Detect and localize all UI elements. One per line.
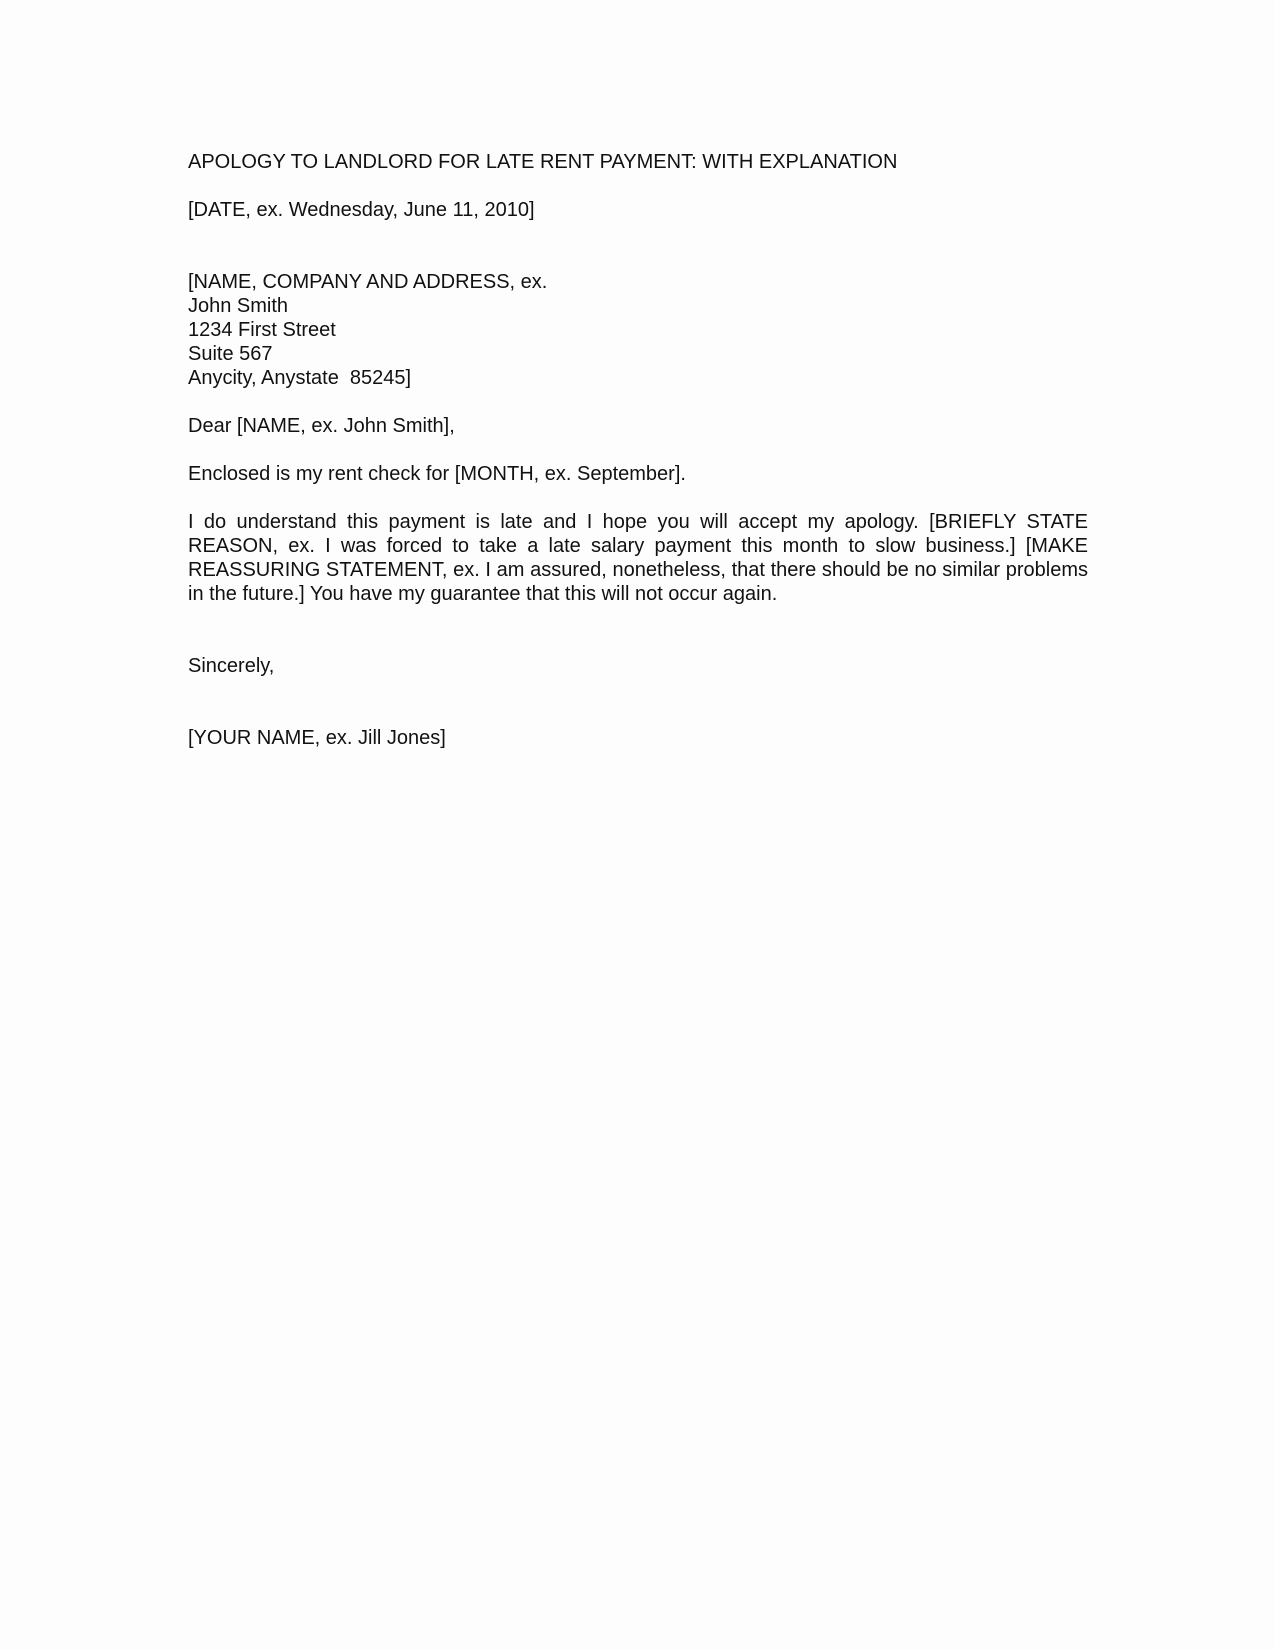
letter-date: [DATE, ex. Wednesday, June 11, 2010] xyxy=(188,199,535,221)
address-line-1: [NAME, COMPANY AND ADDRESS, ex. xyxy=(188,271,548,293)
address-line-2: John Smith xyxy=(188,295,289,317)
closing: Sincerely, xyxy=(188,655,275,677)
letter-title: APOLOGY TO LANDLORD FOR LATE RENT PAYMENT: WITH EXPLANATION xyxy=(188,151,898,173)
paragraph-enclosure: Enclosed is my rent check for [MONTH, ex. September]. xyxy=(188,463,686,485)
address-line-5: Anycity, Anystate 85245] xyxy=(188,367,412,389)
salutation: Dear [NAME, ex. John Smith], xyxy=(188,415,455,437)
signature: [YOUR NAME, ex. Jill Jones] xyxy=(188,727,446,749)
address-line-3: 1234 First Street xyxy=(188,319,336,341)
recipient-address xyxy=(188,270,1088,390)
address-line-4: Suite 567 xyxy=(188,343,273,365)
letter-body xyxy=(188,150,1088,750)
paragraph-apology: I do understand this payment is late and I hope you will accept my apology. [BRIEFLY STATE REASON, ex. I was forced to take a late salary payment this month to slow business.] [MAKE REASSURING STATEMENT, ex. I am assured, nonetheless, that there should be no similar problems in the future.] You have my guarantee that this will not occur again. xyxy=(188,511,1088,605)
